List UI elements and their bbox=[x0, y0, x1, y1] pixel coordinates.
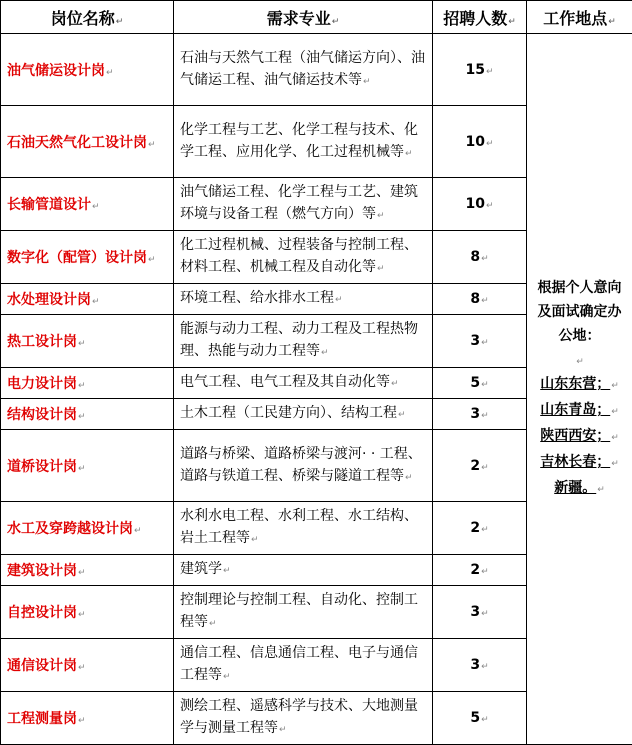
required-major: 化工过程机械、过程装备与控制工程、材料工程、机械工程及自动化等↵ bbox=[174, 231, 433, 284]
position-name: 水处理设计岗↵ bbox=[1, 284, 174, 315]
hire-count: 15↵ bbox=[433, 34, 527, 106]
required-major: 化学工程与工艺、化学工程与技术、化学工程、应用化学、化工过程机械等↵ bbox=[174, 106, 433, 178]
table-row bbox=[1, 34, 632, 106]
hire-count: 5↵ bbox=[433, 692, 527, 745]
position-name: 水工及穿跨越设计岗↵ bbox=[1, 502, 174, 555]
hire-count: 5↵ bbox=[433, 368, 527, 399]
hire-count: 3↵ bbox=[433, 639, 527, 692]
required-major: 测绘工程、遥感科学与技术、大地测量学与测量工程等↵ bbox=[174, 692, 433, 745]
required-major: 环境工程、给水排水工程↵ bbox=[174, 284, 433, 315]
required-major: 石油与天然气工程（油气储运方向）、油气储运工程、油气储运技术等↵ bbox=[174, 34, 433, 106]
position-name: 工程测量岗↵ bbox=[1, 692, 174, 745]
required-major: 电气工程、电气工程及其自动化等↵ bbox=[174, 368, 433, 399]
city-item: 吉林长春； bbox=[540, 450, 610, 474]
hire-count: 8↵ bbox=[433, 231, 527, 284]
hire-count: 10↵ bbox=[433, 178, 527, 231]
header-position: 岗位名称↵ bbox=[1, 1, 174, 34]
required-major: 控制理论与控制工程、自动化、控制工程等↵ bbox=[174, 586, 433, 639]
header-count: 招聘人数↵ bbox=[433, 1, 527, 34]
hire-count: 3↵ bbox=[433, 399, 527, 430]
work-location: 根据个人意向及面试确定办公地： ↵ 山东东营；↵ 山东青岛；↵ 陕西西安；↵ 吉林长春；↵ 新疆。↵ bbox=[527, 34, 632, 745]
hire-count: 3↵ bbox=[433, 315, 527, 368]
position-name: 油气储运设计岗↵ bbox=[1, 34, 174, 106]
position-name: 通信设计岗↵ bbox=[1, 639, 174, 692]
city-item: 新疆。 bbox=[554, 476, 596, 500]
header-major: 需求专业↵ bbox=[174, 1, 433, 34]
required-major: 油气储运工程、化学工程与工艺、建筑环境与设备工程（燃气方向）等↵ bbox=[174, 178, 433, 231]
position-name: 建筑设计岗↵ bbox=[1, 555, 174, 586]
city-item: 山东东营； bbox=[540, 372, 610, 396]
position-name: 长输管道设计↵ bbox=[1, 178, 174, 231]
required-major: 建筑学↵ bbox=[174, 555, 433, 586]
header-location: 工作地点↵ bbox=[527, 1, 632, 34]
required-major: 通信工程、信息通信工程、电子与通信工程等↵ bbox=[174, 639, 433, 692]
hire-count: 2↵ bbox=[433, 555, 527, 586]
position-name: 电力设计岗↵ bbox=[1, 368, 174, 399]
position-name: 自控设计岗↵ bbox=[1, 586, 174, 639]
location-intro: 根据个人意向及面试确定办公地： bbox=[531, 276, 628, 348]
hire-count: 2↵ bbox=[433, 430, 527, 502]
position-name: 数字化（配管）设计岗↵ bbox=[1, 231, 174, 284]
position-name: 石油天然气化工设计岗↵ bbox=[1, 106, 174, 178]
hire-count: 3↵ bbox=[433, 586, 527, 639]
position-name: 道桥设计岗↵ bbox=[1, 430, 174, 502]
hire-count: 8↵ bbox=[433, 284, 527, 315]
required-major: 水利水电工程、水利工程、水工结构、岩土工程等↵ bbox=[174, 502, 433, 555]
hire-count: 2↵ bbox=[433, 502, 527, 555]
required-major: 道路与桥梁、道路桥梁与渡河· · 工程、道路与铁道工程、桥梁与隧道工程等↵ bbox=[174, 430, 433, 502]
position-name: 结构设计岗↵ bbox=[1, 399, 174, 430]
header-row bbox=[1, 1, 632, 34]
city-list: 山东东营；↵ 山东青岛；↵ 陕西西安；↵ 吉林长春；↵ 新疆。↵ bbox=[531, 372, 628, 502]
required-major: 土木工程（工民建方向）、结构工程↵ bbox=[174, 399, 433, 430]
position-name: 热工设计岗↵ bbox=[1, 315, 174, 368]
city-item: 陕西西安； bbox=[540, 424, 610, 448]
city-item: 山东青岛； bbox=[540, 398, 610, 422]
hire-count: 10↵ bbox=[433, 106, 527, 178]
required-major: 能源与动力工程、动力工程及工程热物理、热能与动力工程等↵ bbox=[174, 315, 433, 368]
